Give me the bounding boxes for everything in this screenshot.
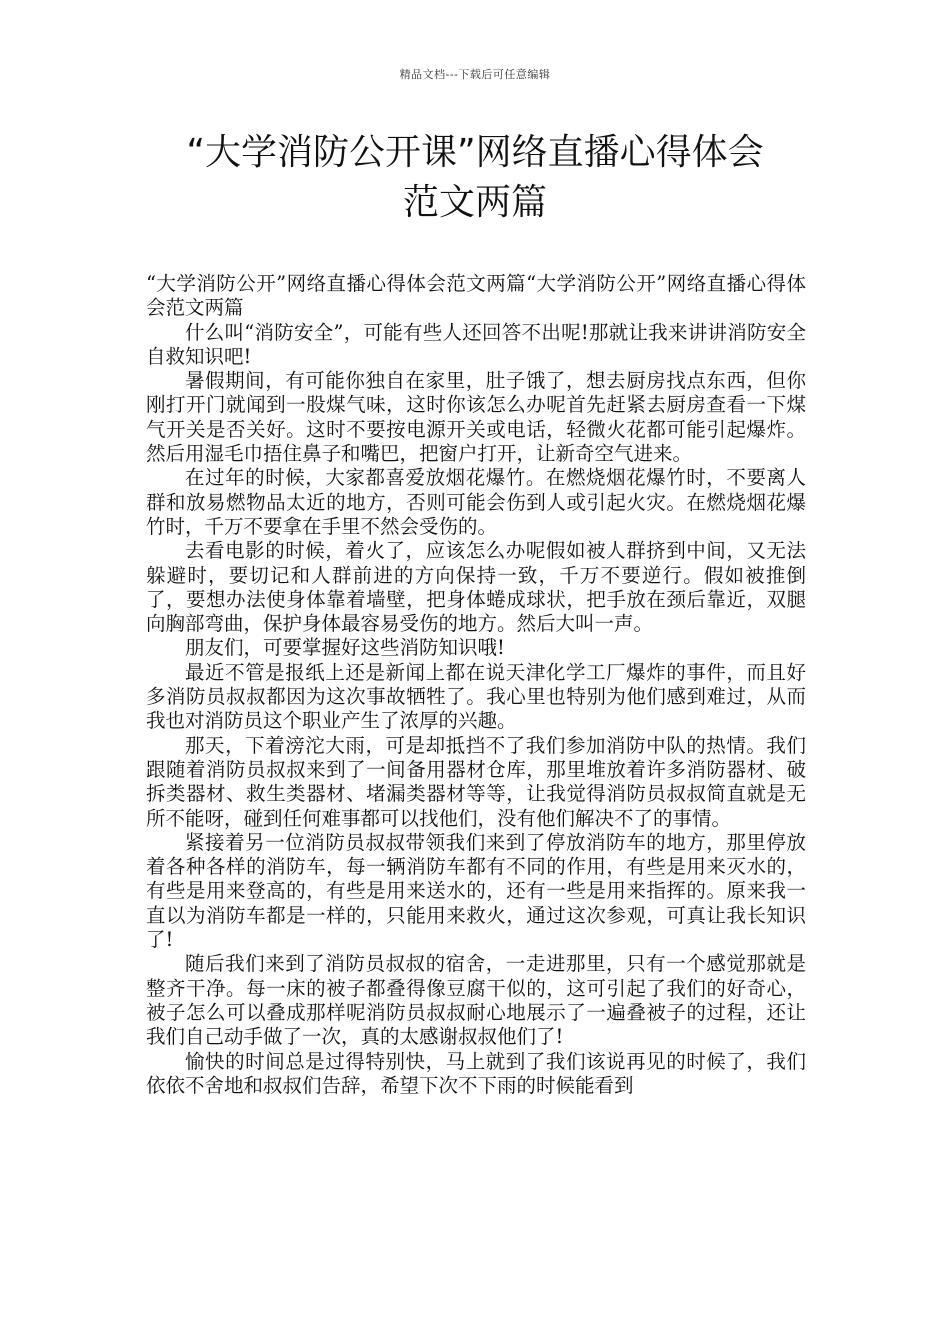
paragraph: 暑假期间，有可能你独自在家里，肚子饿了，想去厨房找点东西，但你刚打开门就闻到一股煤气味，这时你该怎么办呢首先赶紧去厨房查看一下煤气开关是否关好。这时不要按电源开关或电话，轻微火花都可能引起爆炸。然后用湿毛巾捂住鼻子和嘴巴，把窗户打开，让新奇空气进来。 xyxy=(146,369,806,466)
title-line-2: 范文两篇 xyxy=(402,182,547,223)
header-note: 精品文档---下载后可任意编辑 xyxy=(399,68,551,81)
paragraph: 最近不管是报纸上还是新闻上都在说天津化学工厂爆炸的事件，而且好多消防员叔叔都因为这次事故牺牲了。我心里也特别为他们感到难过，从而我也对消防员这个职业产生了浓厚的兴趣。 xyxy=(146,660,806,733)
document-body xyxy=(146,272,806,1098)
title-line-1: “大学消防公开课”网络直播心得体会 xyxy=(186,132,764,173)
paragraph: 在过年的时候，大家都喜爱放烟花爆竹。在燃烧烟花爆竹时，不要离人群和放易燃物品太近的地方，否则可能会伤到人或引起火灾。在燃烧烟花爆竹时，千万不要拿在手里不然会受伤的。 xyxy=(146,466,806,538)
paragraph-intro: “大学消防公开”网络直播心得体会范文两篇“大学消防公开”网络直播心得体会范文两篇 xyxy=(146,272,806,320)
paragraph: 紧接着另一位消防员叔叔带领我们来到了停放消防车的地方，那里停放着各种各样的消防车，每一辆消防车都有不同的作用，有些是用来灭水的，有些是用来登高的，有些是用来送水的，还有一些是用来指挥的。原来我一直以为消防车都是一样的，只能用来救火，通过这次参观，可真让我长知识了! xyxy=(146,830,806,952)
paragraph: 那天，下着滂沱大雨，可是却抵挡不了我们参加消防中队的热情。我们跟随着消防员叔叔来到了一间备用器材仓库，那里堆放着许多消防器材、破拆类器材、救生类器材、堵漏类器材等等，让我觉得消防员叔叔简直就是无所不能呀，碰到任何难事都可以找他们，没有他们解决不了的事情。 xyxy=(146,733,806,830)
paragraph: 朋友们，可要掌握好这些消防知识哦! xyxy=(185,636,505,660)
paragraph: 愉快的时间总是过得特别快，马上就到了我们该说再见的时候了，我们依依不舍地和叔叔们告辞，希望下次不下雨的时候能看到 xyxy=(146,1049,806,1097)
paragraph: 随后我们来到了消防员叔叔的宿舍，一走进那里，只有一个感觉那就是整齐干净。每一床的被子都叠得像豆腐干似的，这可引起了我们的好奇心，被子怎么可以叠成那样呢消防员叔叔耐心地展示了一遍叠被子的过程，还让我们自己动手做了一次，真的太感谢叔叔他们了! xyxy=(146,952,806,1049)
paragraph: 什么叫“消防安全”，可能有些人还回答不出呢!那就让我来讲讲消防安全自救知识吧! xyxy=(146,320,806,368)
document-title xyxy=(140,128,810,228)
paragraph: 去看电影的时候，着火了，应该怎么办呢假如被人群挤到中间，又无法躲避时，要切记和人群前进的方向保持一致，千万不要逆行。假如被推倒了，要想办法使身体靠着墙壁，把身体蜷成球状，把手放在颈后靠近，双腿向胸部弯曲，保护身体最容易受伤的地方。然后大叫一声。 xyxy=(146,539,806,636)
